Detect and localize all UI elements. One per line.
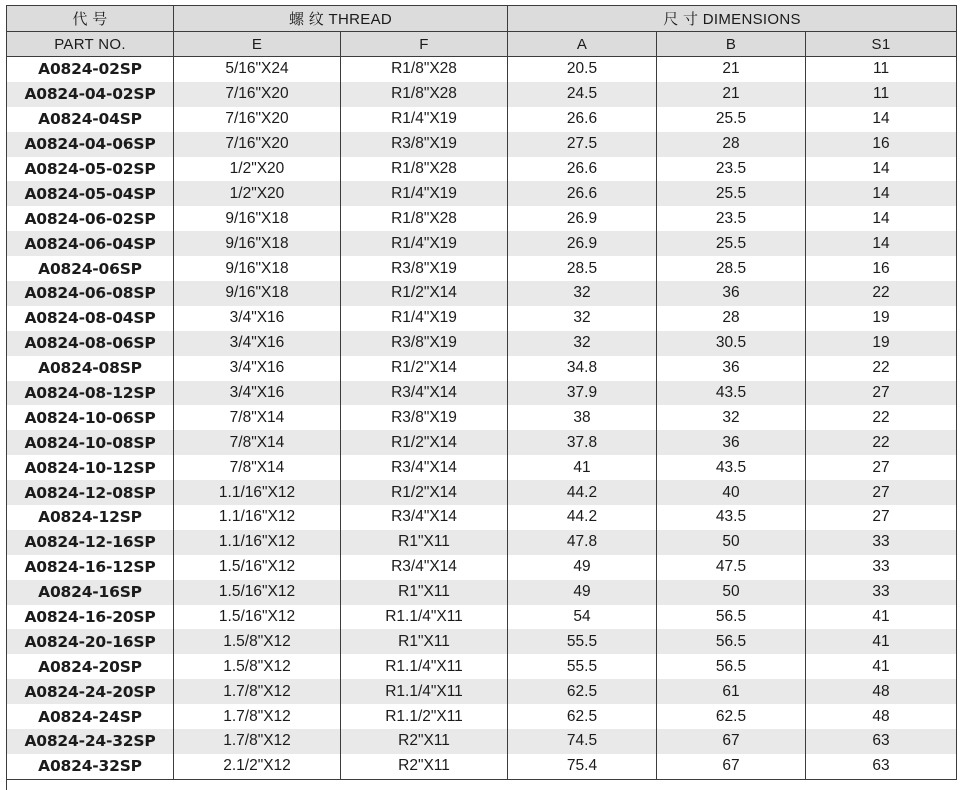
- thread-f-cell: R1/2"X14: [341, 430, 508, 455]
- table-row: [7, 405, 957, 430]
- column-header-f: F: [341, 32, 508, 57]
- dimension-s1-cell: 11: [806, 57, 957, 82]
- dimension-s1-cell: 41: [806, 654, 957, 679]
- thread-e-cell: 5/16"X24: [174, 57, 341, 82]
- dimension-b-cell: 21: [657, 57, 806, 82]
- dimension-s1-cell: 22: [806, 356, 957, 381]
- dimension-a-cell: 62.5: [508, 679, 657, 704]
- part-number-cell: A0824-16-12SP: [7, 555, 174, 580]
- thread-e-cell: 1.5/16"X12: [174, 605, 341, 630]
- part-number-cell: A0824-32SP: [7, 754, 174, 779]
- part-number-cell: A0824-06SP: [7, 256, 174, 281]
- thread-e-cell: 7/8"X14: [174, 430, 341, 455]
- thread-f-cell: R1/4"X19: [341, 181, 508, 206]
- thread-e-cell: 1.5/8"X12: [174, 654, 341, 679]
- part-number-cell: A0824-10-08SP: [7, 430, 174, 455]
- dimension-a-cell: 28.5: [508, 256, 657, 281]
- thread-e-cell: 1.7/8"X12: [174, 729, 341, 754]
- dimension-s1-cell: 22: [806, 281, 957, 306]
- dimension-b-cell: 43.5: [657, 381, 806, 406]
- dimension-a-cell: 47.8: [508, 530, 657, 555]
- dimension-s1-cell: 27: [806, 505, 957, 530]
- table-row: [7, 455, 957, 480]
- dimension-b-cell: 36: [657, 430, 806, 455]
- dimension-a-cell: 38: [508, 405, 657, 430]
- part-number-cell: A0824-04-06SP: [7, 132, 174, 157]
- thread-e-cell: 1.7/8"X12: [174, 679, 341, 704]
- thread-f-cell: R2"X11: [341, 754, 508, 779]
- thread-f-cell: R1.1/4"X11: [341, 679, 508, 704]
- thread-f-cell: R1/8"X28: [341, 82, 508, 107]
- table-row: [7, 206, 957, 231]
- dimension-a-cell: 55.5: [508, 629, 657, 654]
- thread-e-cell: 3/4"X16: [174, 306, 341, 331]
- thread-e-cell: 1.5/16"X12: [174, 555, 341, 580]
- thread-f-cell: R1/4"X19: [341, 231, 508, 256]
- dimension-b-cell: 61: [657, 679, 806, 704]
- table-row: [7, 704, 957, 729]
- thread-e-cell: 1.1/16"X12: [174, 480, 341, 505]
- dimension-s1-cell: 33: [806, 555, 957, 580]
- dimension-s1-cell: 41: [806, 629, 957, 654]
- thread-e-cell: 1.5/8"X12: [174, 629, 341, 654]
- spec-table: [6, 5, 957, 780]
- table-row: [7, 231, 957, 256]
- thread-e-cell: 1.5/16"X12: [174, 580, 341, 605]
- table-row: [7, 430, 957, 455]
- table-row: [7, 679, 957, 704]
- dimension-s1-cell: 19: [806, 306, 957, 331]
- column-header-e: E: [174, 32, 341, 57]
- thread-f-cell: R3/4"X14: [341, 505, 508, 530]
- code-header: 代 号: [7, 6, 174, 32]
- thread-f-cell: R3/4"X14: [341, 381, 508, 406]
- part-number-cell: A0824-16-20SP: [7, 605, 174, 630]
- thread-f-cell: R1/8"X28: [341, 206, 508, 231]
- dimension-b-cell: 28.5: [657, 256, 806, 281]
- table-row: [7, 754, 957, 779]
- dimension-a-cell: 62.5: [508, 704, 657, 729]
- dimension-b-cell: 43.5: [657, 505, 806, 530]
- thread-e-cell: 2.1/2"X12: [174, 754, 341, 779]
- dimension-s1-cell: 16: [806, 132, 957, 157]
- thread-f-cell: R1"X11: [341, 530, 508, 555]
- part-number-cell: A0824-12-08SP: [7, 480, 174, 505]
- column-header-s1: S1: [806, 32, 957, 57]
- dimension-a-cell: 26.6: [508, 157, 657, 182]
- dimension-a-cell: 26.9: [508, 206, 657, 231]
- table-row: [7, 107, 957, 132]
- part-number-cell: A0824-04SP: [7, 107, 174, 132]
- dimension-s1-cell: 33: [806, 530, 957, 555]
- thread-f-cell: R1.1/2"X11: [341, 704, 508, 729]
- column-header-b: B: [657, 32, 806, 57]
- dimension-a-cell: 34.8: [508, 356, 657, 381]
- dimensions-header: 尺 寸 DIMENSIONS: [508, 6, 957, 32]
- thread-e-cell: 1.7/8"X12: [174, 704, 341, 729]
- dimension-a-cell: 75.4: [508, 754, 657, 779]
- dimension-s1-cell: 22: [806, 405, 957, 430]
- dimension-s1-cell: 14: [806, 181, 957, 206]
- thread-f-cell: R1"X11: [341, 629, 508, 654]
- dimension-s1-cell: 27: [806, 480, 957, 505]
- dimension-b-cell: 32: [657, 405, 806, 430]
- table-body: [7, 57, 957, 780]
- part-number-cell: A0824-06-02SP: [7, 206, 174, 231]
- thread-e-cell: 3/4"X16: [174, 331, 341, 356]
- dimension-b-cell: 50: [657, 580, 806, 605]
- dimension-b-cell: 43.5: [657, 455, 806, 480]
- part-number-cell: A0824-05-04SP: [7, 181, 174, 206]
- thread-f-cell: R3/8"X19: [341, 405, 508, 430]
- dimension-s1-cell: 48: [806, 679, 957, 704]
- table-row: [7, 356, 957, 381]
- dimension-b-cell: 56.5: [657, 629, 806, 654]
- thread-e-cell: 7/8"X14: [174, 455, 341, 480]
- part-number-cell: A0824-08SP: [7, 356, 174, 381]
- dimension-a-cell: 49: [508, 580, 657, 605]
- dimension-s1-cell: 14: [806, 157, 957, 182]
- dimension-s1-cell: 48: [806, 704, 957, 729]
- table-row: [7, 381, 957, 406]
- dimension-a-cell: 26.6: [508, 107, 657, 132]
- dimension-b-cell: 23.5: [657, 157, 806, 182]
- dimension-b-cell: 40: [657, 480, 806, 505]
- dimension-a-cell: 37.8: [508, 430, 657, 455]
- dimension-b-cell: 30.5: [657, 331, 806, 356]
- bottom-edge-tick: [6, 776, 7, 790]
- dimension-s1-cell: 63: [806, 729, 957, 754]
- dimension-b-cell: 25.5: [657, 107, 806, 132]
- dimension-s1-cell: 14: [806, 231, 957, 256]
- dimension-s1-cell: 16: [806, 256, 957, 281]
- dimension-s1-cell: 14: [806, 206, 957, 231]
- part-number-cell: A0824-24SP: [7, 704, 174, 729]
- table-row: [7, 281, 957, 306]
- thread-f-cell: R3/8"X19: [341, 132, 508, 157]
- part-number-cell: A0824-20-16SP: [7, 629, 174, 654]
- table-row: [7, 654, 957, 679]
- thread-e-cell: 3/4"X16: [174, 381, 341, 406]
- dimension-s1-cell: 11: [806, 82, 957, 107]
- dimension-a-cell: 20.5: [508, 57, 657, 82]
- thread-e-cell: 1/2"X20: [174, 157, 341, 182]
- dimension-s1-cell: 22: [806, 430, 957, 455]
- table-row: [7, 331, 957, 356]
- table-row: [7, 132, 957, 157]
- table-row: [7, 57, 957, 82]
- dimension-a-cell: 44.2: [508, 505, 657, 530]
- thread-f-cell: R1/8"X28: [341, 57, 508, 82]
- part-number-cell: A0824-16SP: [7, 580, 174, 605]
- thread-f-cell: R1"X11: [341, 580, 508, 605]
- dimension-a-cell: 27.5: [508, 132, 657, 157]
- table-row: [7, 729, 957, 754]
- thread-f-cell: R3/4"X14: [341, 455, 508, 480]
- part-number-cell: A0824-08-04SP: [7, 306, 174, 331]
- dimension-b-cell: 67: [657, 754, 806, 779]
- thread-e-cell: 3/4"X16: [174, 356, 341, 381]
- thread-e-cell: 1.1/16"X12: [174, 530, 341, 555]
- dimension-s1-cell: 19: [806, 331, 957, 356]
- part-number-cell: A0824-12SP: [7, 505, 174, 530]
- table-row: [7, 256, 957, 281]
- part-number-cell: A0824-05-02SP: [7, 157, 174, 182]
- table-row: [7, 555, 957, 580]
- dimension-a-cell: 26.9: [508, 231, 657, 256]
- dimension-b-cell: 36: [657, 281, 806, 306]
- dimension-b-cell: 28: [657, 132, 806, 157]
- thread-f-cell: R2"X11: [341, 729, 508, 754]
- dimension-a-cell: 74.5: [508, 729, 657, 754]
- dimension-a-cell: 32: [508, 306, 657, 331]
- thread-f-cell: R3/8"X19: [341, 256, 508, 281]
- header-row-top: [7, 6, 957, 32]
- table-row: [7, 505, 957, 530]
- dimension-b-cell: 47.5: [657, 555, 806, 580]
- dimension-b-cell: 56.5: [657, 654, 806, 679]
- thread-f-cell: R1.1/4"X11: [341, 654, 508, 679]
- dimension-a-cell: 55.5: [508, 654, 657, 679]
- thread-f-cell: R1/2"X14: [341, 281, 508, 306]
- dimension-s1-cell: 41: [806, 605, 957, 630]
- part-number-cell: A0824-24-20SP: [7, 679, 174, 704]
- dimension-b-cell: 21: [657, 82, 806, 107]
- dimension-a-cell: 41: [508, 455, 657, 480]
- thread-f-cell: R1/2"X14: [341, 480, 508, 505]
- dimension-b-cell: 23.5: [657, 206, 806, 231]
- table-row: [7, 530, 957, 555]
- dimension-s1-cell: 27: [806, 381, 957, 406]
- dimension-a-cell: 54: [508, 605, 657, 630]
- part-number-cell: A0824-08-12SP: [7, 381, 174, 406]
- dimension-b-cell: 28: [657, 306, 806, 331]
- header-row-sub: [7, 32, 957, 57]
- dimension-b-cell: 36: [657, 356, 806, 381]
- thread-f-cell: R1/2"X14: [341, 356, 508, 381]
- table-row: [7, 580, 957, 605]
- dimension-b-cell: 50: [657, 530, 806, 555]
- thread-f-cell: R3/8"X19: [341, 331, 508, 356]
- dimension-s1-cell: 14: [806, 107, 957, 132]
- thread-f-cell: R1.1/4"X11: [341, 605, 508, 630]
- part-number-cell: A0824-12-16SP: [7, 530, 174, 555]
- thread-e-cell: 7/8"X14: [174, 405, 341, 430]
- thread-e-cell: 9/16"X18: [174, 206, 341, 231]
- part-number-cell: A0824-24-32SP: [7, 729, 174, 754]
- dimension-a-cell: 24.5: [508, 82, 657, 107]
- dimension-b-cell: 25.5: [657, 181, 806, 206]
- dimension-s1-cell: 63: [806, 754, 957, 779]
- table-row: [7, 157, 957, 182]
- thread-f-cell: R1/4"X19: [341, 107, 508, 132]
- dimension-s1-cell: 27: [806, 455, 957, 480]
- dimension-b-cell: 56.5: [657, 605, 806, 630]
- table-row: [7, 629, 957, 654]
- dimension-a-cell: 44.2: [508, 480, 657, 505]
- table-row: [7, 82, 957, 107]
- dimension-s1-cell: 33: [806, 580, 957, 605]
- dimension-a-cell: 49: [508, 555, 657, 580]
- dimension-b-cell: 25.5: [657, 231, 806, 256]
- part-number-cell: A0824-02SP: [7, 57, 174, 82]
- part-number-cell: A0824-10-12SP: [7, 455, 174, 480]
- thread-e-cell: 1/2"X20: [174, 181, 341, 206]
- thread-e-cell: 9/16"X18: [174, 231, 341, 256]
- table-row: [7, 605, 957, 630]
- table-row: [7, 480, 957, 505]
- dimension-a-cell: 32: [508, 281, 657, 306]
- table-header: [7, 6, 957, 57]
- dimension-a-cell: 26.6: [508, 181, 657, 206]
- part-number-cell: A0824-20SP: [7, 654, 174, 679]
- dimension-a-cell: 37.9: [508, 381, 657, 406]
- dimension-b-cell: 67: [657, 729, 806, 754]
- thread-f-cell: R3/4"X14: [341, 555, 508, 580]
- thread-e-cell: 7/16"X20: [174, 132, 341, 157]
- dimension-a-cell: 32: [508, 331, 657, 356]
- thread-f-cell: R1/4"X19: [341, 306, 508, 331]
- thread-e-cell: 7/16"X20: [174, 82, 341, 107]
- part-number-cell: A0824-04-02SP: [7, 82, 174, 107]
- dimension-b-cell: 62.5: [657, 704, 806, 729]
- thread-e-cell: 1.1/16"X12: [174, 505, 341, 530]
- part-number-cell: A0824-08-06SP: [7, 331, 174, 356]
- thread-e-cell: 9/16"X18: [174, 281, 341, 306]
- part-number-cell: A0824-06-04SP: [7, 231, 174, 256]
- spec-table-container: [6, 5, 956, 780]
- part-number-cell: A0824-10-06SP: [7, 405, 174, 430]
- column-header-a: A: [508, 32, 657, 57]
- thread-e-cell: 9/16"X18: [174, 256, 341, 281]
- thread-e-cell: 7/16"X20: [174, 107, 341, 132]
- table-row: [7, 306, 957, 331]
- table-row: [7, 181, 957, 206]
- part-number-cell: A0824-06-08SP: [7, 281, 174, 306]
- thread-f-cell: R1/8"X28: [341, 157, 508, 182]
- part-no-header: PART NO.: [7, 32, 174, 57]
- thread-header: 螺 纹 THREAD: [174, 6, 508, 32]
